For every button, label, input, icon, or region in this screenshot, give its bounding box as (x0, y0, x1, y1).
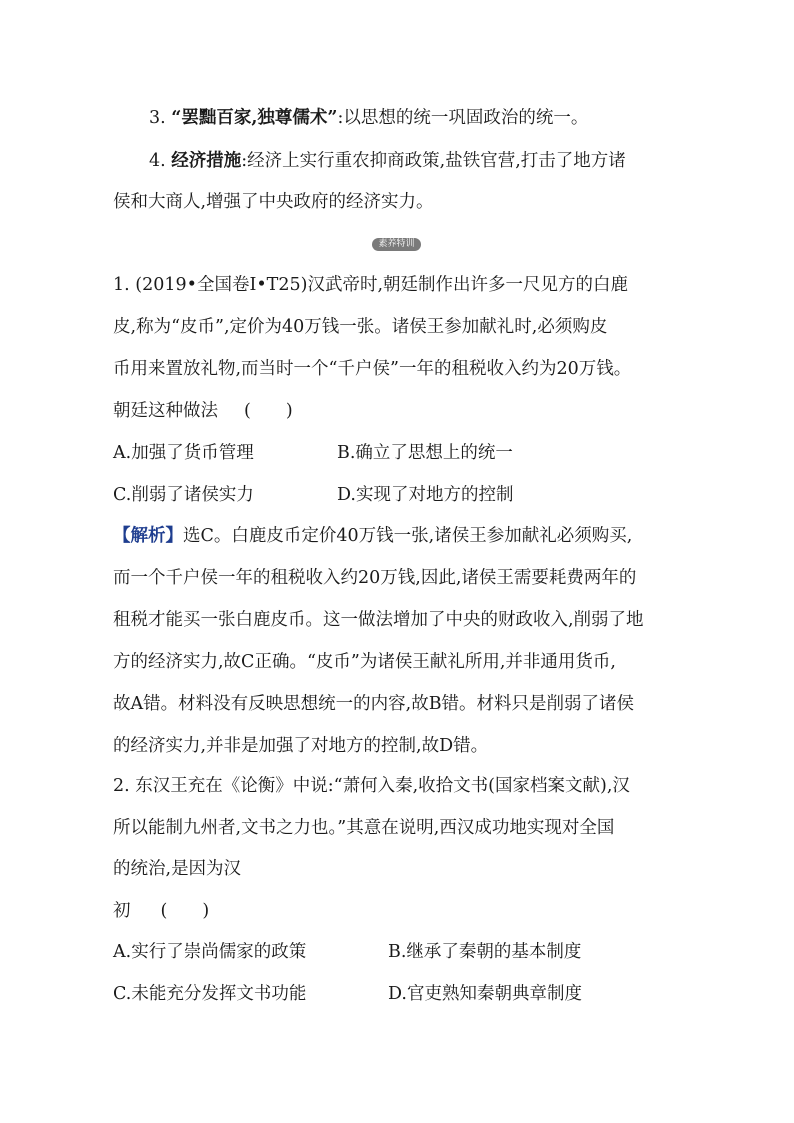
summary-item-4 (149, 149, 626, 173)
analysis-line-2: 而一个千户侯一年的租税收入约20万钱,因此,诸侯王需要耗费两年的 (113, 568, 637, 588)
q1-answer-paren: ( ) (244, 401, 293, 421)
q1-line-2: 皮,称为“皮币”,定价为40万钱一张。诸侯王参加献礼时,必须购皮 (113, 317, 608, 337)
q1-stem-end: 朝廷这种做法 (113, 401, 218, 421)
q1-line-4 (113, 399, 293, 423)
analysis-line-3: 租税才能买一张白鹿皮币。这一做法增加了中央的财政收入,削弱了地 (113, 610, 644, 630)
q2-line-3: 的统治,是因为汉 (113, 859, 242, 879)
analysis-line-6: 的经济实力,并非是加强了对地方的控制,故D错。 (113, 736, 489, 756)
q1-line-3: 币用来置放礼物,而当时一个“千户侯”一年的租税收入约为20万钱。 (113, 359, 632, 379)
q1-option-a: A.加强了货币管理 (113, 443, 254, 463)
q2-option-d: D.官吏熟知秦朝典章制度 (388, 984, 582, 1004)
summary-item-3 (149, 106, 588, 130)
item3-lead: 3. (149, 108, 172, 128)
section-badge: 素养特训 (372, 238, 421, 251)
q2-option-a: A.实行了崇尚儒家的政策 (113, 942, 307, 962)
item4-lead: 4. (149, 151, 172, 171)
analysis-tag: 【解析】 (113, 526, 183, 546)
q2-line-2: 所以能制九州者,文书之力也。”其意在说明,西汉成功地实现对全国 (113, 818, 615, 838)
item4-title: 经济措施 (171, 151, 242, 171)
q1-option-b: B.确立了思想上的统一 (337, 443, 513, 463)
q2-option-b: B.继承了秦朝的基本制度 (388, 942, 582, 962)
q2-line-4 (113, 899, 209, 923)
summary-item-4-cont: 侯和大商人,增强了中央政府的经济实力。 (113, 192, 434, 212)
item3-title: “罢黜百家,独尊儒术” (171, 108, 338, 128)
analysis-line-5: 故A错。材料没有反映思想统一的内容,故B错。材料只是削弱了诸侯 (113, 694, 635, 714)
q2-option-c: C.未能充分发挥文书功能 (113, 984, 307, 1004)
q1-line-1: 1. (2019•全国卷Ⅰ•T25)汉武帝时,朝廷制作出许多一尺见方的白鹿 (113, 275, 629, 295)
q2-line-1: 2. 东汉王充在《论衡》中说:“萧何入秦,收拾文书(国家档案文献),汉 (113, 776, 630, 796)
q1-option-d: D.实现了对地方的控制 (337, 485, 514, 505)
analysis-line-1 (113, 524, 632, 548)
q2-answer-paren: ( ) (160, 901, 210, 921)
q2-stem-end: 初 (113, 901, 131, 921)
analysis-line-4: 方的经济实力,故C正确。“皮币”为诸侯王献礼所用,并非通用货币, (113, 652, 616, 672)
q1-option-c: C.削弱了诸侯实力 (113, 485, 254, 505)
item4-text: :经济上实行重农抑商政策,盐铁官营,打击了地方诸 (241, 151, 626, 171)
item3-text: :以思想的统一巩固政治的统一。 (337, 108, 589, 128)
analysis-text-1: 选C。白鹿皮币定价40万钱一张,诸侯王参加献礼必须购买, (183, 526, 633, 546)
